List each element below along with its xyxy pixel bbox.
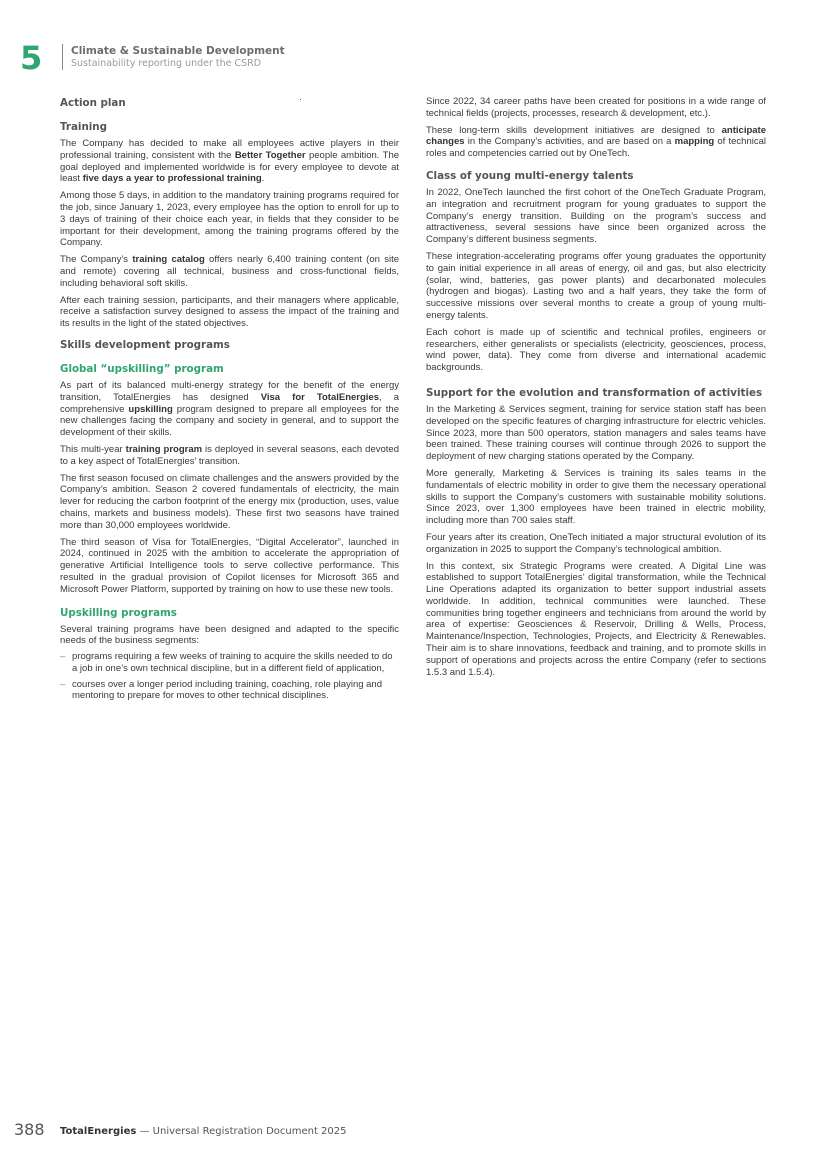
class-young-talents-heading: Class of young multi-energy talents (426, 169, 634, 182)
paragraph: The Company has decided to make all employees active players in their professional training, consistent with the Better Together people ambition. The goal deployed and implemented worldwide is for every employee to devote at least five days a year to professional training. (60, 138, 400, 185)
paragraph: More generally, Marketing & Services is training its sales teams in the fundamentals of electric mobility in order to give them the necessary operational skills to support the Company’s customers with sustainable mobility solutions. Since 2023, over 1,300 employees have been trained in electric mobility, including more than 700 sales staff. (426, 467, 766, 527)
paragraph: This multi-year training program is deployed in several seasons, each devoted to a key aspect of TotalEnergies’ transition. (60, 443, 399, 467)
paragraph: Four years after its creation, OneTech initiated a major structural evolution of its organization in 2025 to support the Company’s technological ambition. (426, 531, 766, 555)
paragraph: Each cohort is made up of scientific and technical profiles, engineers or researchers, either generalists or specialists (electricity, geosciences, process, wind power, data). They come from diverse and international academic backgrounds. (426, 326, 766, 374)
program-list (60, 651, 399, 702)
paragraph: The third season of Visa for TotalEnergies, “Digital Accelerator”, launched in 2024, continued in 2025 with the ambition to accelerate the appropriation of generative Artificial Intelligence tools to serve collective performance. This resulted in the gradual provision of Copilot licenses for Microsoft 365 and Microsoft Power Platform, supported by training on how to use these new tools. (60, 536, 399, 595)
footer-title: TotalEnergies — Universal Registration Document 2025 (60, 1126, 347, 1137)
paragraph: Among those 5 days, in addition to the mandatory training programs required for the job, since January 1, 2023, every employee has the option to enroll for up to 3 days of training of their choice each year, in fields that they consider to be important for their development, among the training programs offered by the Company. (60, 190, 399, 249)
chapter-number: 5 (20, 39, 43, 77)
dash-bullet: – (60, 678, 66, 690)
paragraph: These long-term skills development initiatives are designed to anticipate changes in the Company’s activities, and are based on a mapping of technical roles and competencies carried out by OneTech. (426, 124, 766, 160)
paragraph: These integration-accelerating programs offer young graduates the opportunity to gain initial experience in all areas of energy, oil and gas, but also electricity (solar, wind, batteries, gas power plants) and decarbonated molecules (hydrogen and biogas). Lasting two and a half years, they take the form of successive missions over several months to create a group of young multi-energy talents. (426, 250, 766, 321)
paragraph: In this context, six Strategic Programs were created. A Digital Line was established to support TotalEnergies’ digital transformation, while the Technical Line Operations adapted its organization to better support industrial assets worldwide. In addition, technical communities were launched. These communities bring together engineers and technicians from around the world by area of expertise: Geosciences & Reservoir, Drilling & Wells, Process, Maintenance/Inspection, Technologies, Projects, and Electricity & Renewables. Their aim is to share innovations, feedback and training, and to promote skills in support of operations and projects across the entire Company (refer to sections 1.5.3 and 1.5.4). (426, 560, 766, 678)
dash-bullet: – (60, 651, 66, 663)
chapter-subtitle: Sustainability reporting under the CSRD (71, 58, 262, 69)
training-heading: Training (60, 121, 108, 133)
skills-development-heading: Skills development programs (60, 338, 230, 351)
paragraph: In the Marketing & Services segment, training for service station staff has been developed on the specific features of charging infrastructure for electric vehicles. Since 2023, more than 500 operators, station managers and sales teams have been trained. These training courses will continue through 2026 to support the deployment of new charging stations operated by the Company. (426, 403, 766, 463)
right-column (426, 96, 766, 678)
page-number: 388 (14, 1120, 45, 1139)
header-divider (62, 44, 63, 70)
upskilling-programs-heading: Upskilling programs (60, 606, 177, 619)
paragraph: Several training programs have been designed and adapted to the specific needs of the business segments: (60, 623, 399, 647)
paragraph: As part of its balanced multi-energy strategy for the benefit of the energy transition, TotalEnergies has designed Visa for TotalEnergies, a comprehensive upskilling program designed to prepare all employees for the new challenges facing the company and society in general, and to support the development of their skills. (60, 379, 400, 439)
paragraph: The Company’s training catalog offers nearly 6,400 training content (on site and remote) covering all technical, business and cross-functional fields, including behavioral soft skills. (60, 254, 399, 289)
footer-brand: TotalEnergies (60, 1126, 137, 1137)
paragraph: The first season focused on climate challenges and the answers provided by the Company’s ambition. Season 2 covered fundamentals of electricity, the main lever for reducing the carbon footprint of the energy mix (production, uses, value chains, markets and business models). These first two seasons have trained more than 30,000 employees worldwide. (60, 472, 399, 531)
chapter-title: Climate & Sustainable Development (71, 45, 285, 57)
list-item: – programs requiring a few weeks of training to acquire the skills needed to do a job in one’s own technical discipline, but in a different field of application, (60, 651, 393, 674)
paragraph: After each training session, participants, and their managers where applicable, receive a satisfaction survey designed to assess the impact of the training and its results in the light of the stated objectives. (60, 294, 399, 330)
action-plan-heading: Action plan (60, 97, 126, 109)
paragraph: Since 2022, 34 career paths have been created for positions in a wide range of technical fields (projects, processes, research & development, etc.). (426, 96, 766, 119)
global-upskilling-heading: Global “upskilling” program (60, 362, 224, 375)
left-column (60, 96, 399, 706)
paragraph: In 2022, OneTech launched the first cohort of the OneTech Graduate Program, an integration and recruitment program for young graduates to support the Company’s energy transition. Building on the program’s success and attractiveness, several sessions have since been organized across the Company’s different business segments. (426, 186, 766, 246)
support-evolution-heading: Support for the evolution and transformation of activities (426, 386, 763, 399)
list-item: – courses over a longer period including training, coaching, role playing and mentoring to prepare for moves to other technical disciplines. (60, 678, 382, 702)
